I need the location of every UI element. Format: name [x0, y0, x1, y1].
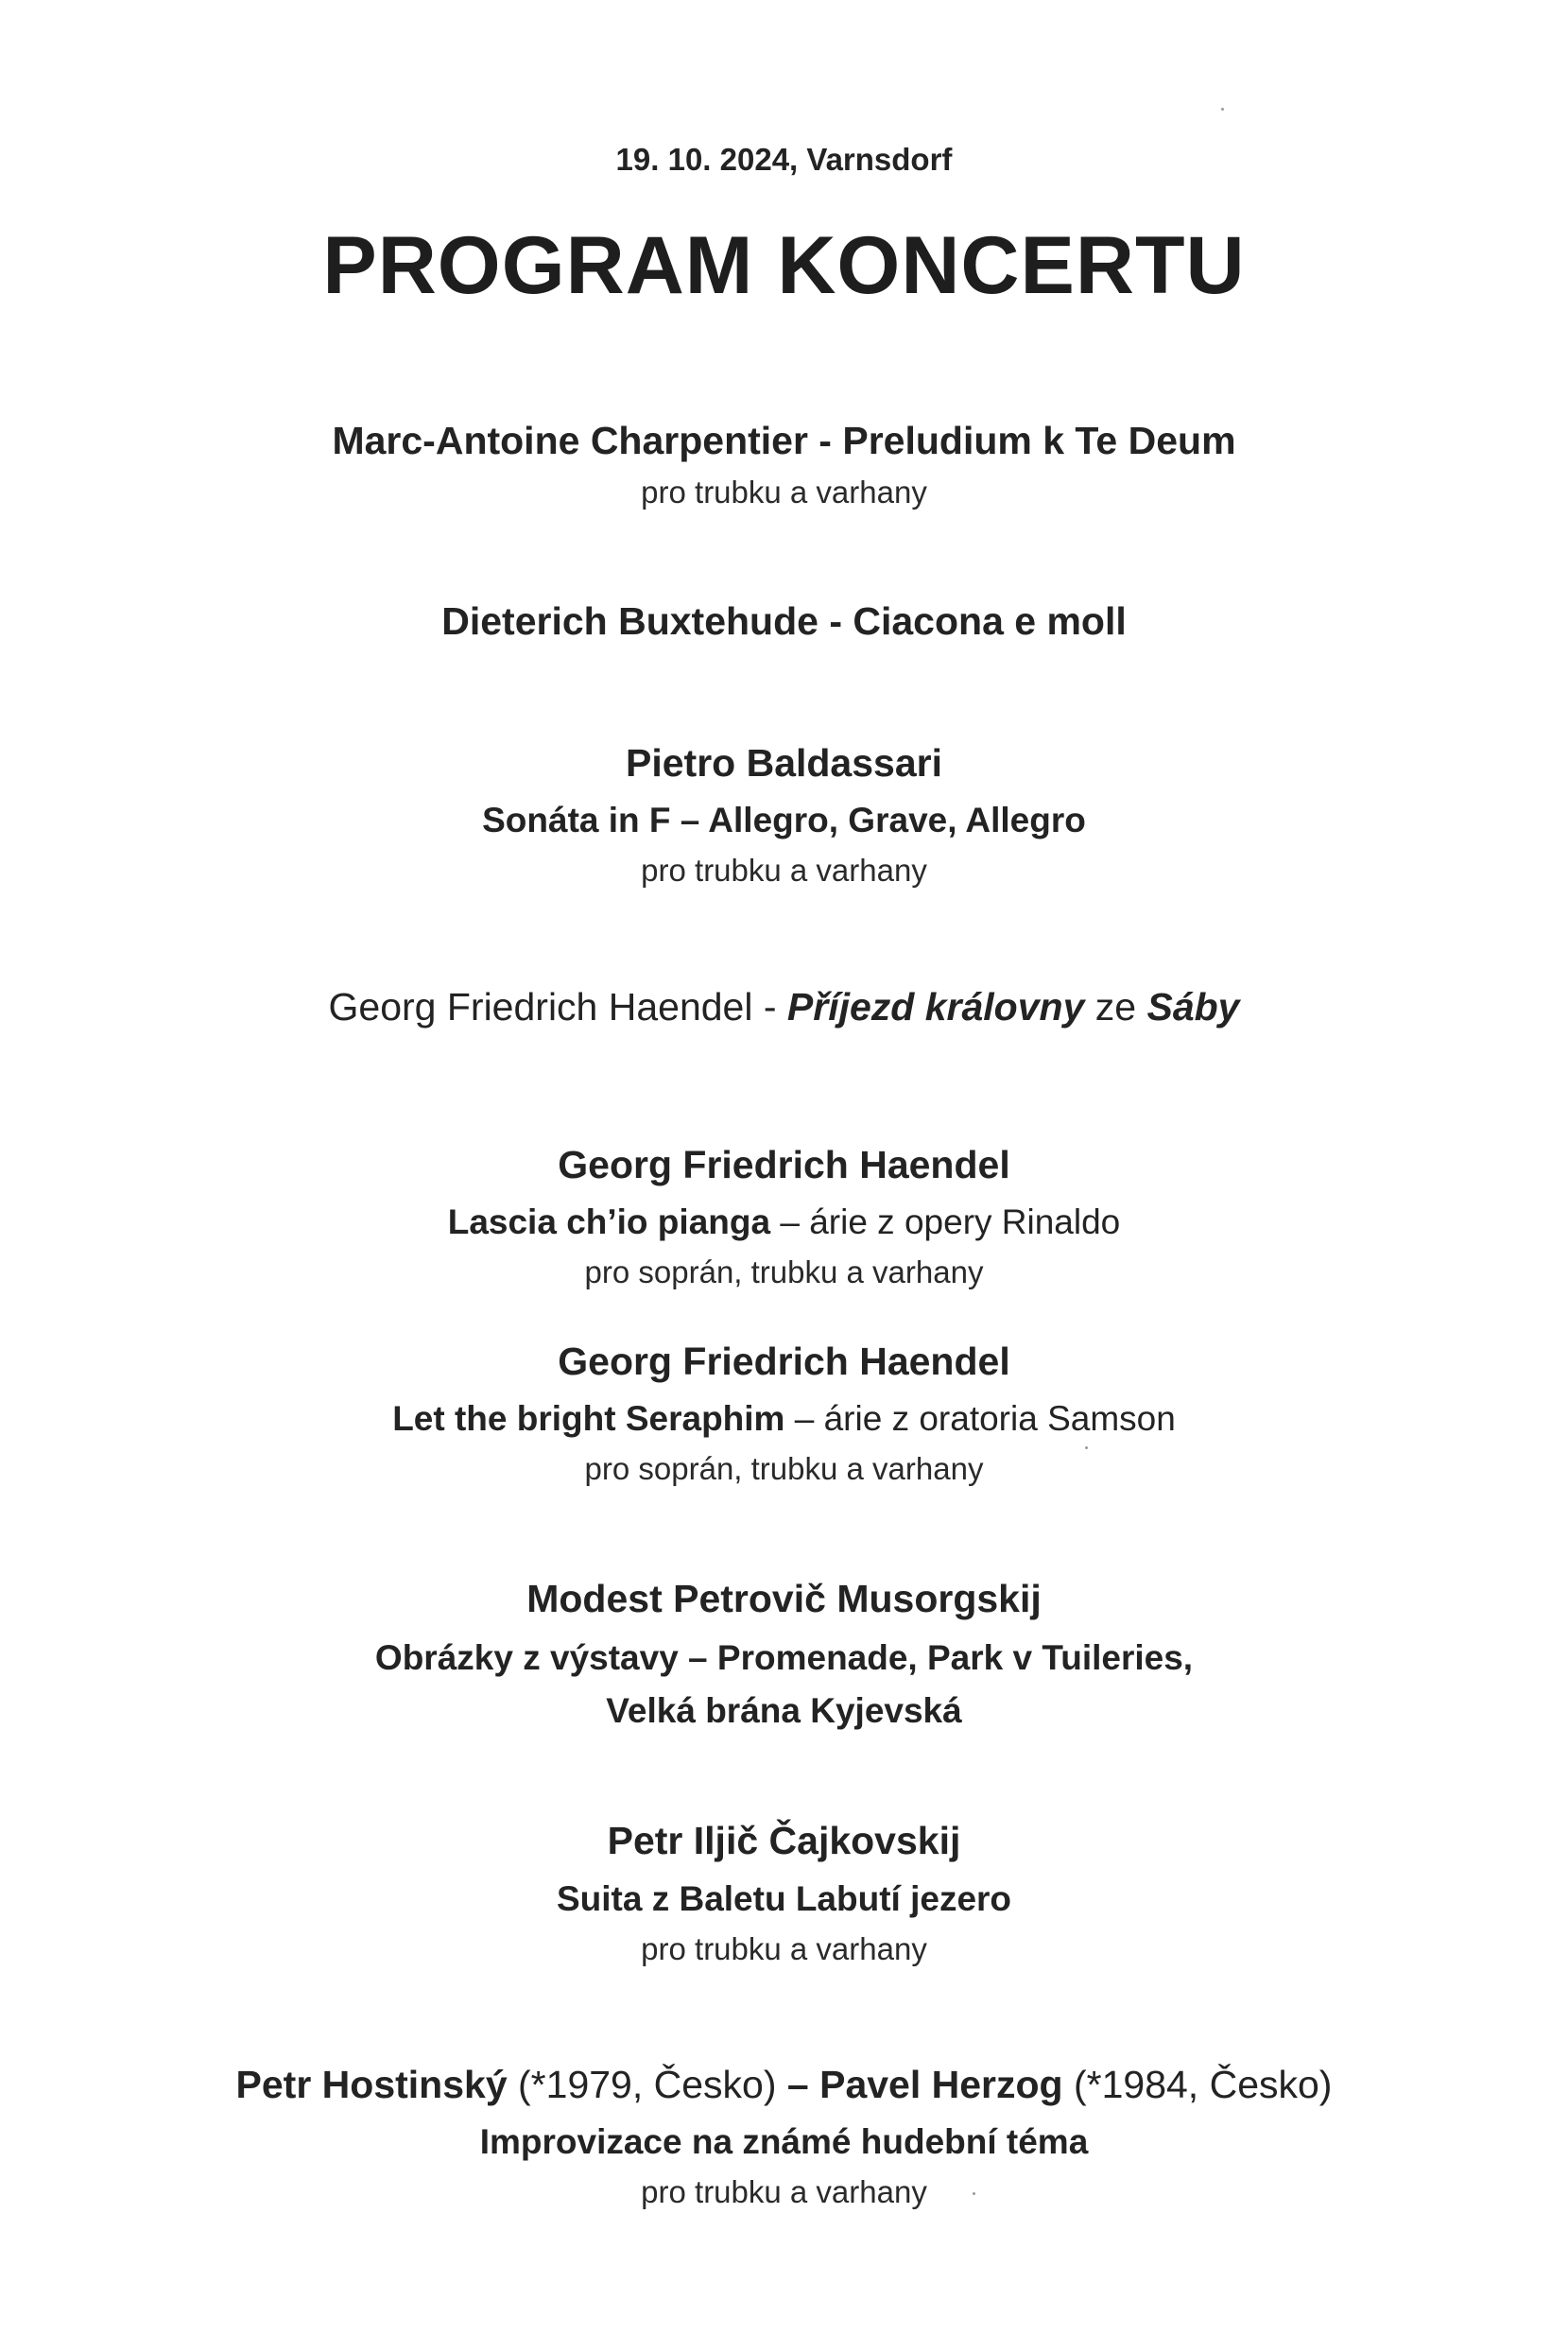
- program-item-6-work: [0, 1401, 1568, 1436]
- program-item-2-title: Dieterich Buxtehude - Ciacona e moll: [441, 599, 1127, 643]
- scan-speck: [973, 2192, 975, 2195]
- program-item-7-work-line-1: Obrázky z výstavy – Promenade, Park v Tuileries,: [374, 1638, 1194, 1677]
- page-title: PROGRAM KONCERTU: [322, 220, 1246, 311]
- program-item-9-instrumentation: pro trubku a varhany: [641, 2174, 927, 2209]
- program-item-4-work-part-2: Sáby: [1146, 985, 1240, 1029]
- program-item-9-work: Improvizace na známé hudební téma: [479, 2122, 1089, 2161]
- program-item-5-work-detail: – árie z opery Rinaldo: [770, 1202, 1121, 1241]
- program-item-3-composer: Pietro Baldassari: [626, 741, 942, 785]
- program-item-3-instrumentation: pro trubku a varhany: [641, 853, 927, 888]
- program-item-7-work-line-2: Velká brána Kyjevská: [606, 1691, 962, 1730]
- program-item-3-work: Sonáta in F – Allegro, Grave, Allegro: [482, 801, 1086, 839]
- program-item-1-instrumentation: pro trubku a varhany: [641, 475, 927, 510]
- program-item-9-composers: [0, 2063, 1568, 2106]
- program-item-1-title: Marc-Antoine Charpentier - Preludium k Te Deum: [332, 419, 1236, 462]
- program-item-5-work-title: Lascia ch’io pianga: [447, 1202, 771, 1241]
- program-item-5-work: [0, 1204, 1568, 1239]
- program-item-9-composer-1: Petr Hostinský: [235, 2063, 508, 2106]
- scan-speck: [1085, 1446, 1088, 1449]
- scan-speck: [1221, 108, 1224, 111]
- date-place: 19. 10. 2024, Varnsdorf: [615, 142, 953, 177]
- program-item-8-composer: Petr Iljič Čajkovskij: [607, 1819, 961, 1862]
- program-item-6-composer: Georg Friedrich Haendel: [558, 1340, 1010, 1383]
- program-item-4-composer: Georg Friedrich Haendel -: [328, 985, 787, 1029]
- program-item-4-title: [0, 985, 1568, 1029]
- program-item-5-instrumentation: pro soprán, trubku a varhany: [584, 1254, 984, 1289]
- program-item-9-dash: –: [786, 2063, 820, 2106]
- program-item-9-composer-2: Pavel Herzog: [819, 2063, 1063, 2106]
- program-item-9-composer-1-info: (*1979, Česko): [507, 2063, 787, 2106]
- program-item-6-work-detail: – árie z oratoria Samson: [784, 1399, 1176, 1438]
- program-item-9-composer-2-info: (*1984, Česko): [1062, 2063, 1333, 2106]
- program-item-5-composer: Georg Friedrich Haendel: [558, 1143, 1010, 1186]
- program-item-7-composer: Modest Petrovič Musorgskij: [526, 1577, 1042, 1620]
- program-item-4-work-part-1: Příjezd královny: [786, 985, 1085, 1029]
- program-item-6-work-title: Let the bright Seraphim: [392, 1399, 785, 1438]
- program-item-6-instrumentation: pro soprán, trubku a varhany: [584, 1451, 984, 1486]
- program-item-8-instrumentation: pro trubku a varhany: [641, 1931, 927, 1966]
- program-item-4-work-connector: ze: [1084, 985, 1147, 1029]
- program-item-8-work: Suita z Baletu Labutí jezero: [556, 1879, 1012, 1918]
